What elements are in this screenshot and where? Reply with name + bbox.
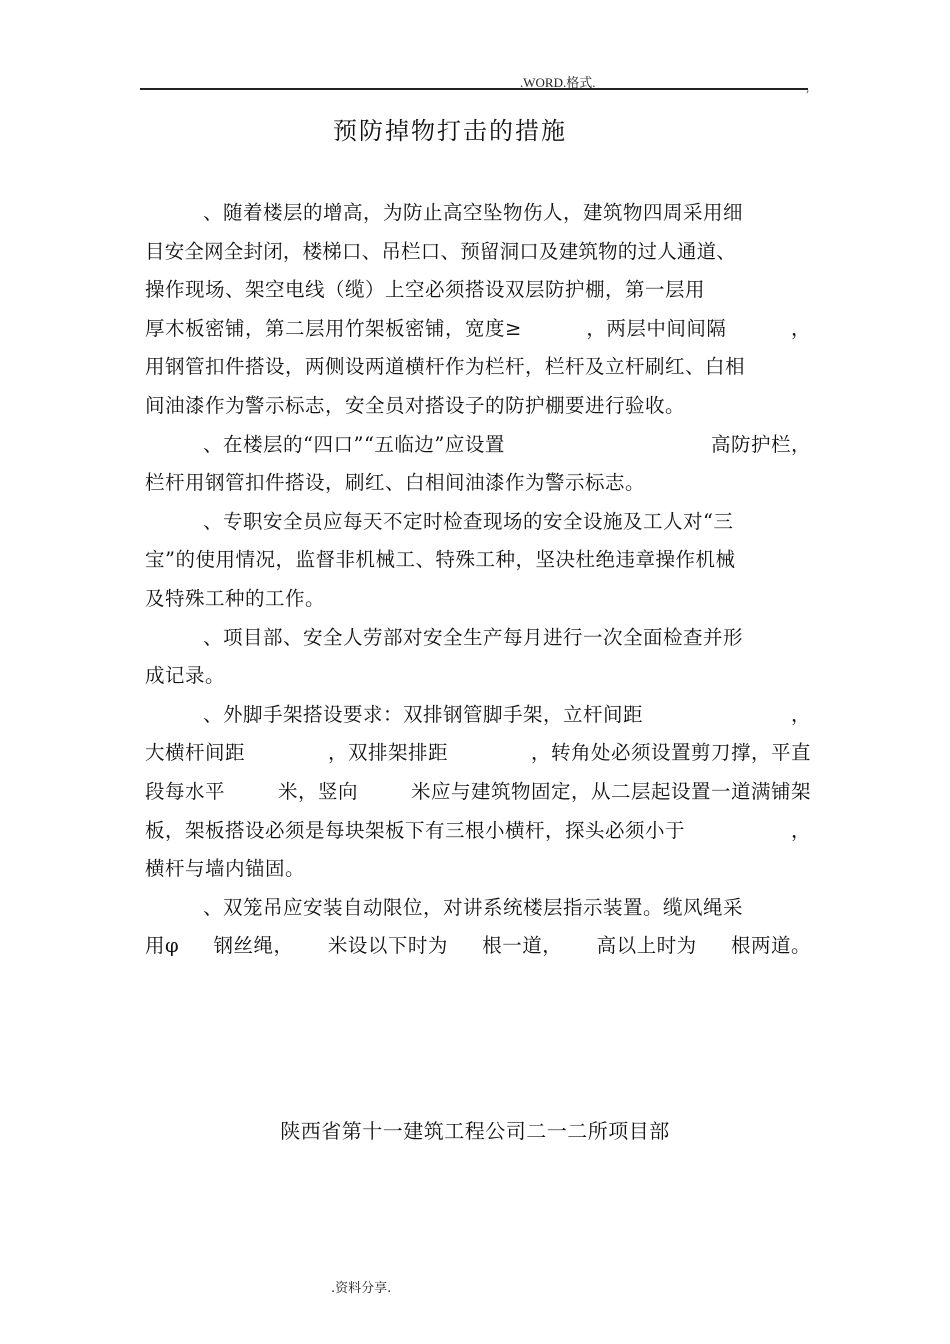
footer-note: .资料分享. <box>331 1281 392 1296</box>
document-body <box>145 194 811 966</box>
body-line: 、双笼吊应安装自动限位，对讲系统楼层指示装置。缆风绳采 <box>203 895 744 919</box>
body-line: 、专职安全员应每天不定时检查现场的安全设施及工人对“三 <box>203 509 734 533</box>
body-line: 、项目部、安全人劳部对安全生产每月进行一次全面检查并形 <box>203 625 744 649</box>
body-line: 厚木板密铺，第二层用竹架板密铺，宽度≥ ，两层中间间隔 ， <box>145 316 811 340</box>
body-line: 段每水平 米，竖向 米应与建筑物固定，从二层起设置一道满铺架 <box>145 779 811 803</box>
body-line: 大横杆间距 ，双排架排距 ，转角处必须设置剪刀撑，平直 <box>145 741 811 765</box>
body-line: 宝”的使用情况，监督非机械工、特殊工种，坚决杜绝违章操作机械 <box>145 548 736 572</box>
body-line: 用φ 钢丝绳， 米设以下时为 根一道， 高以上时为 根两道。 <box>145 934 811 958</box>
body-line: 栏杆用钢管扣件搭设，刷红、白相间油漆作为警示标志。 <box>145 471 646 495</box>
body-line: 、外脚手架搭设要求：双排钢管脚手架，立杆间距 ， <box>203 702 811 726</box>
footer-organization: 陕西省第十一建筑工程公司二一二所项目部 <box>280 1119 670 1143</box>
body-line: 间油漆作为警示标志，安全员对搭设子的防护棚要进行验收。 <box>145 393 686 417</box>
page-header-label: .WORD.格式. <box>520 75 596 90</box>
body-line: 用钢管扣件搭设，两侧设两道横杆作为栏杆，栏杆及立杆刷红、白相 <box>145 355 746 379</box>
body-line: 横杆与墙内锚固。 <box>145 857 306 881</box>
body-line: 及特殊工种的工作。 <box>145 586 326 610</box>
body-line: 目安全网全封闭，楼梯口、吊栏口、预留洞口及建筑物的过人通道、 <box>145 239 737 263</box>
body-line: 板，架板搭设必须是每块架板下有三根小横杆，探头必须小于 ， <box>145 818 811 842</box>
header-rule <box>140 88 808 90</box>
body-line: 成记录。 <box>145 664 226 688</box>
body-line: 、随着楼层的增高，为防止高空坠物伤人，建筑物四周采用细 <box>203 201 744 224</box>
body-line: 操作现场、架空电线（缆）上空必须搭设双层防护棚，第一层用 <box>145 278 706 302</box>
document-title: 预防掉物打击的措施 <box>333 117 567 145</box>
body-line: 、在楼层的“四口”“五临边”应设置 高防护栏， <box>203 432 811 456</box>
header-rule-end-mark: , <box>806 82 810 95</box>
